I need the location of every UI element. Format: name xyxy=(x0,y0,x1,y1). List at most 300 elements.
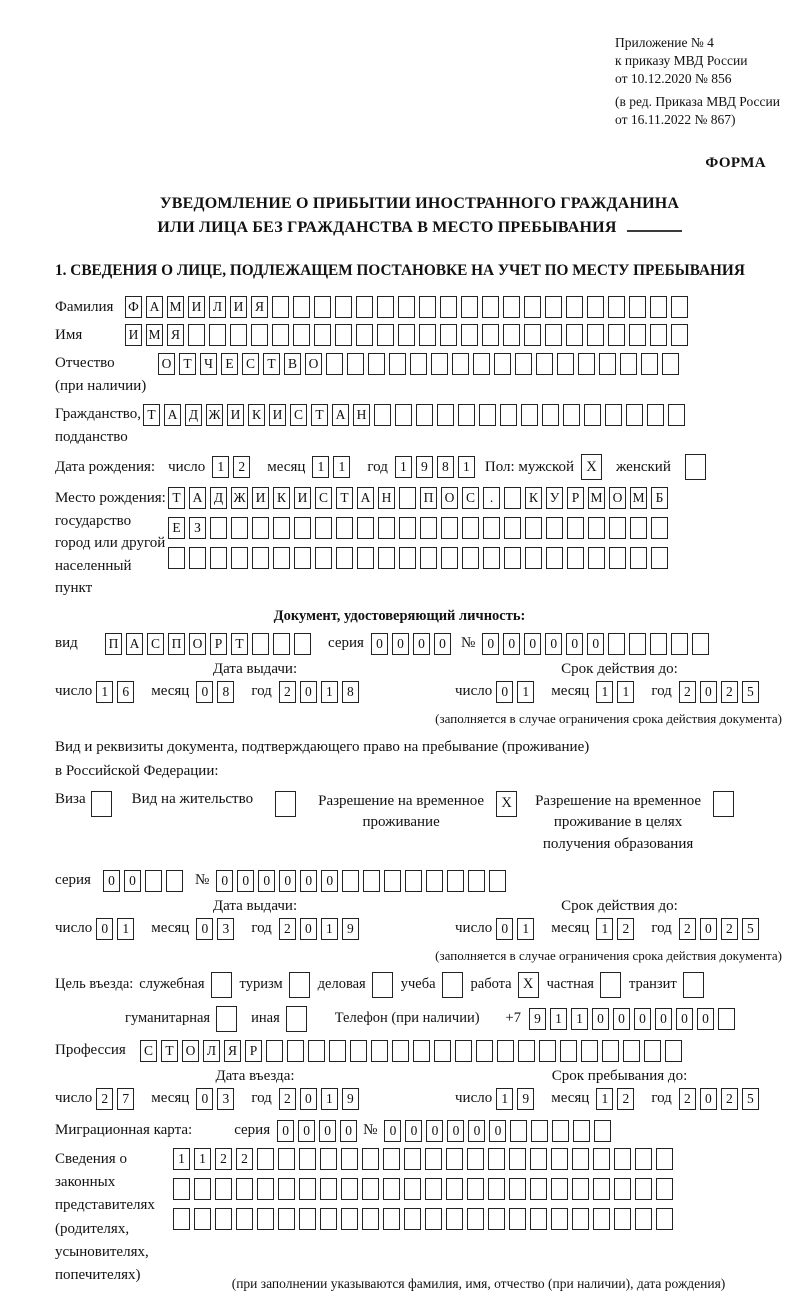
char-cell[interactable]: Р xyxy=(245,1040,262,1062)
char-cell[interactable] xyxy=(718,1008,735,1030)
char-cell[interactable] xyxy=(410,353,427,375)
char-cell[interactable] xyxy=(299,1148,316,1170)
char-cell[interactable] xyxy=(210,547,227,569)
char-cell[interactable]: 2 xyxy=(617,918,634,940)
char-cell[interactable] xyxy=(336,517,353,539)
char-cell[interactable] xyxy=(629,296,646,318)
char-cell[interactable] xyxy=(425,1178,442,1200)
char-cell[interactable]: О xyxy=(441,487,458,509)
char-cell[interactable] xyxy=(503,324,520,346)
char-cell[interactable]: 3 xyxy=(217,1088,234,1110)
char-cell[interactable] xyxy=(420,547,437,569)
char-cell[interactable] xyxy=(356,296,373,318)
char-cell[interactable]: Л xyxy=(203,1040,220,1062)
char-cell[interactable] xyxy=(488,1208,505,1230)
char-cell[interactable]: 2 xyxy=(721,681,738,703)
char-cell[interactable]: Ч xyxy=(200,353,217,375)
char-cell[interactable]: Р xyxy=(567,487,584,509)
char-cell[interactable] xyxy=(341,1148,358,1170)
char-cell[interactable]: И xyxy=(227,404,244,426)
char-cell[interactable] xyxy=(629,324,646,346)
char-cell[interactable] xyxy=(668,404,685,426)
char-cell[interactable] xyxy=(572,1208,589,1230)
char-cell[interactable] xyxy=(630,547,647,569)
char-cell[interactable]: М xyxy=(588,487,605,509)
char-cell[interactable] xyxy=(608,324,625,346)
char-cell[interactable]: Т xyxy=(179,353,196,375)
char-cell[interactable] xyxy=(299,1178,316,1200)
char-cell[interactable]: В xyxy=(284,353,301,375)
char-cell[interactable] xyxy=(425,1148,442,1170)
char-cell[interactable] xyxy=(419,296,436,318)
char-cell[interactable] xyxy=(510,1120,527,1142)
char-cell[interactable] xyxy=(662,353,679,375)
sex-female-checkbox[interactable] xyxy=(685,454,706,480)
char-cell[interactable] xyxy=(378,517,395,539)
char-cell[interactable]: Н xyxy=(378,487,395,509)
char-cell[interactable] xyxy=(467,1208,484,1230)
char-cell[interactable] xyxy=(515,353,532,375)
char-cell[interactable] xyxy=(593,1178,610,1200)
char-cell[interactable] xyxy=(635,1178,652,1200)
char-cell[interactable] xyxy=(446,1148,463,1170)
char-cell[interactable]: 2 xyxy=(679,1088,696,1110)
char-cell[interactable] xyxy=(209,324,226,346)
char-cell[interactable]: О xyxy=(158,353,175,375)
char-cell[interactable] xyxy=(530,1178,547,1200)
char-cell[interactable] xyxy=(168,547,185,569)
visa-checkbox[interactable] xyxy=(91,791,112,817)
char-cell[interactable] xyxy=(377,296,394,318)
char-cell[interactable] xyxy=(566,296,583,318)
char-cell[interactable] xyxy=(524,296,541,318)
char-cell[interactable] xyxy=(609,517,626,539)
char-cell[interactable] xyxy=(252,517,269,539)
char-cell[interactable] xyxy=(608,633,625,655)
residence-permit-checkbox[interactable] xyxy=(275,791,296,817)
char-cell[interactable] xyxy=(231,517,248,539)
char-cell[interactable]: А xyxy=(164,404,181,426)
char-cell[interactable]: 8 xyxy=(342,681,359,703)
char-cell[interactable] xyxy=(272,296,289,318)
char-cell[interactable] xyxy=(651,547,668,569)
char-cell[interactable] xyxy=(273,633,290,655)
char-cell[interactable]: А xyxy=(146,296,163,318)
char-cell[interactable] xyxy=(626,404,643,426)
char-cell[interactable] xyxy=(362,1178,379,1200)
char-cell[interactable]: 0 xyxy=(103,870,120,892)
char-cell[interactable]: И xyxy=(252,487,269,509)
char-cell[interactable] xyxy=(605,404,622,426)
char-cell[interactable]: 9 xyxy=(529,1008,546,1030)
char-cell[interactable] xyxy=(389,353,406,375)
char-cell[interactable] xyxy=(320,1178,337,1200)
char-cell[interactable] xyxy=(593,1208,610,1230)
char-cell[interactable] xyxy=(467,1178,484,1200)
char-cell[interactable]: 1 xyxy=(571,1008,588,1030)
char-cell[interactable]: О xyxy=(305,353,322,375)
char-cell[interactable] xyxy=(467,1148,484,1170)
char-cell[interactable] xyxy=(482,324,499,346)
char-cell[interactable] xyxy=(584,404,601,426)
sex-male-checkbox[interactable]: X xyxy=(581,454,602,480)
char-cell[interactable] xyxy=(650,296,667,318)
char-cell[interactable] xyxy=(362,1208,379,1230)
char-cell[interactable] xyxy=(335,324,352,346)
char-cell[interactable] xyxy=(503,296,520,318)
char-cell[interactable] xyxy=(308,1040,325,1062)
char-cell[interactable] xyxy=(602,1040,619,1062)
char-cell[interactable] xyxy=(500,404,517,426)
char-cell[interactable]: Л xyxy=(209,296,226,318)
char-cell[interactable] xyxy=(551,1178,568,1200)
char-cell[interactable] xyxy=(573,1120,590,1142)
char-cell[interactable]: 1 xyxy=(96,681,113,703)
char-cell[interactable]: Ж xyxy=(206,404,223,426)
char-cell[interactable]: А xyxy=(357,487,374,509)
char-cell[interactable]: 9 xyxy=(416,456,433,478)
char-cell[interactable]: 1 xyxy=(321,918,338,940)
char-cell[interactable] xyxy=(383,1148,400,1170)
char-cell[interactable]: 2 xyxy=(721,918,738,940)
char-cell[interactable] xyxy=(287,1040,304,1062)
char-cell[interactable]: 1 xyxy=(596,918,613,940)
char-cell[interactable]: Ж xyxy=(231,487,248,509)
char-cell[interactable] xyxy=(426,870,443,892)
char-cell[interactable] xyxy=(629,633,646,655)
char-cell[interactable]: И xyxy=(230,296,247,318)
char-cell[interactable] xyxy=(546,547,563,569)
char-cell[interactable] xyxy=(336,547,353,569)
char-cell[interactable]: 9 xyxy=(342,918,359,940)
char-cell[interactable]: Я xyxy=(167,324,184,346)
char-cell[interactable]: 1 xyxy=(321,1088,338,1110)
char-cell[interactable] xyxy=(357,517,374,539)
char-cell[interactable]: 0 xyxy=(258,870,275,892)
char-cell[interactable]: 5 xyxy=(742,1088,759,1110)
char-cell[interactable]: 0 xyxy=(371,633,388,655)
char-cell[interactable] xyxy=(335,296,352,318)
char-cell[interactable] xyxy=(404,1208,421,1230)
char-cell[interactable]: 1 xyxy=(596,681,613,703)
char-cell[interactable] xyxy=(623,1040,640,1062)
char-cell[interactable] xyxy=(461,296,478,318)
char-cell[interactable]: И xyxy=(294,487,311,509)
char-cell[interactable] xyxy=(189,547,206,569)
char-cell[interactable] xyxy=(398,324,415,346)
char-cell[interactable]: 1 xyxy=(395,456,412,478)
char-cell[interactable] xyxy=(210,517,227,539)
char-cell[interactable]: М xyxy=(630,487,647,509)
char-cell[interactable] xyxy=(341,1208,358,1230)
char-cell[interactable] xyxy=(525,517,542,539)
char-cell[interactable] xyxy=(588,517,605,539)
char-cell[interactable]: О xyxy=(182,1040,199,1062)
char-cell[interactable]: К xyxy=(273,487,290,509)
char-cell[interactable] xyxy=(145,870,162,892)
char-cell[interactable] xyxy=(377,324,394,346)
char-cell[interactable]: 1 xyxy=(517,918,534,940)
char-cell[interactable] xyxy=(399,487,416,509)
char-cell[interactable] xyxy=(650,324,667,346)
char-cell[interactable] xyxy=(488,1178,505,1200)
char-cell[interactable] xyxy=(504,487,521,509)
char-cell[interactable] xyxy=(647,404,664,426)
char-cell[interactable] xyxy=(509,1148,526,1170)
char-cell[interactable] xyxy=(567,547,584,569)
char-cell[interactable]: 0 xyxy=(96,918,113,940)
char-cell[interactable] xyxy=(194,1178,211,1200)
char-cell[interactable] xyxy=(551,1208,568,1230)
char-cell[interactable] xyxy=(278,1178,295,1200)
char-cell[interactable]: 0 xyxy=(496,918,513,940)
char-cell[interactable]: 0 xyxy=(613,1008,630,1030)
char-cell[interactable] xyxy=(479,404,496,426)
char-cell[interactable]: 0 xyxy=(413,633,430,655)
char-cell[interactable] xyxy=(552,1120,569,1142)
char-cell[interactable] xyxy=(374,404,391,426)
purpose-transit-checkbox[interactable] xyxy=(683,972,704,998)
char-cell[interactable] xyxy=(530,1208,547,1230)
char-cell[interactable]: Я xyxy=(224,1040,241,1062)
char-cell[interactable] xyxy=(257,1208,274,1230)
char-cell[interactable]: Ф xyxy=(125,296,142,318)
purpose-tourism-checkbox[interactable] xyxy=(289,972,310,998)
char-cell[interactable]: 0 xyxy=(655,1008,672,1030)
char-cell[interactable] xyxy=(441,547,458,569)
char-cell[interactable] xyxy=(509,1178,526,1200)
char-cell[interactable]: С xyxy=(462,487,479,509)
char-cell[interactable] xyxy=(314,324,331,346)
char-cell[interactable]: 0 xyxy=(489,1120,506,1142)
char-cell[interactable]: Е xyxy=(168,517,185,539)
char-cell[interactable] xyxy=(644,1040,661,1062)
char-cell[interactable]: 0 xyxy=(447,1120,464,1142)
char-cell[interactable]: 0 xyxy=(384,1120,401,1142)
char-cell[interactable]: 0 xyxy=(277,1120,294,1142)
char-cell[interactable]: 1 xyxy=(333,456,350,478)
char-cell[interactable]: 0 xyxy=(196,918,213,940)
char-cell[interactable] xyxy=(620,353,637,375)
char-cell[interactable]: 0 xyxy=(434,633,451,655)
char-cell[interactable] xyxy=(488,1148,505,1170)
char-cell[interactable] xyxy=(599,353,616,375)
char-cell[interactable] xyxy=(635,1148,652,1170)
char-cell[interactable]: 0 xyxy=(319,1120,336,1142)
temporary-permit-checkbox[interactable]: X xyxy=(496,791,517,817)
char-cell[interactable] xyxy=(398,296,415,318)
char-cell[interactable] xyxy=(315,547,332,569)
char-cell[interactable]: 8 xyxy=(217,681,234,703)
char-cell[interactable] xyxy=(446,1178,463,1200)
char-cell[interactable] xyxy=(434,1040,451,1062)
char-cell[interactable]: 0 xyxy=(392,633,409,655)
char-cell[interactable] xyxy=(273,517,290,539)
char-cell[interactable]: 2 xyxy=(279,1088,296,1110)
char-cell[interactable] xyxy=(593,1148,610,1170)
char-cell[interactable]: 8 xyxy=(437,456,454,478)
char-cell[interactable] xyxy=(362,1148,379,1170)
char-cell[interactable]: Т xyxy=(336,487,353,509)
char-cell[interactable] xyxy=(341,1178,358,1200)
char-cell[interactable] xyxy=(587,324,604,346)
char-cell[interactable]: 0 xyxy=(700,681,717,703)
char-cell[interactable] xyxy=(650,633,667,655)
char-cell[interactable] xyxy=(252,633,269,655)
char-cell[interactable] xyxy=(614,1208,631,1230)
char-cell[interactable] xyxy=(326,353,343,375)
char-cell[interactable] xyxy=(329,1040,346,1062)
char-cell[interactable] xyxy=(350,1040,367,1062)
char-cell[interactable] xyxy=(371,1040,388,1062)
purpose-private-checkbox[interactable] xyxy=(600,972,621,998)
char-cell[interactable] xyxy=(497,1040,514,1062)
char-cell[interactable]: 2 xyxy=(279,918,296,940)
char-cell[interactable]: 1 xyxy=(596,1088,613,1110)
char-cell[interactable] xyxy=(630,517,647,539)
char-cell[interactable] xyxy=(404,1148,421,1170)
char-cell[interactable]: О xyxy=(609,487,626,509)
education-permit-checkbox[interactable] xyxy=(713,791,734,817)
char-cell[interactable] xyxy=(494,353,511,375)
char-cell[interactable] xyxy=(299,1208,316,1230)
char-cell[interactable] xyxy=(251,324,268,346)
char-cell[interactable] xyxy=(230,324,247,346)
char-cell[interactable]: 2 xyxy=(236,1148,253,1170)
char-cell[interactable] xyxy=(447,870,464,892)
char-cell[interactable] xyxy=(539,1040,556,1062)
char-cell[interactable] xyxy=(521,404,538,426)
char-cell[interactable] xyxy=(399,517,416,539)
char-cell[interactable]: 7 xyxy=(117,1088,134,1110)
char-cell[interactable] xyxy=(525,547,542,569)
char-cell[interactable]: Т xyxy=(231,633,248,655)
char-cell[interactable] xyxy=(293,324,310,346)
char-cell[interactable] xyxy=(671,633,688,655)
char-cell[interactable]: 0 xyxy=(468,1120,485,1142)
purpose-other-checkbox[interactable] xyxy=(286,1006,307,1032)
char-cell[interactable] xyxy=(551,1148,568,1170)
char-cell[interactable] xyxy=(587,296,604,318)
char-cell[interactable]: 2 xyxy=(679,681,696,703)
char-cell[interactable] xyxy=(656,1178,673,1200)
char-cell[interactable] xyxy=(518,1040,535,1062)
purpose-work-checkbox[interactable]: X xyxy=(518,972,539,998)
char-cell[interactable] xyxy=(293,296,310,318)
char-cell[interactable] xyxy=(473,353,490,375)
char-cell[interactable] xyxy=(399,547,416,569)
char-cell[interactable]: 5 xyxy=(742,918,759,940)
char-cell[interactable] xyxy=(173,1208,190,1230)
char-cell[interactable]: 0 xyxy=(298,1120,315,1142)
char-cell[interactable] xyxy=(546,517,563,539)
char-cell[interactable]: 0 xyxy=(697,1008,714,1030)
char-cell[interactable] xyxy=(294,633,311,655)
char-cell[interactable] xyxy=(483,547,500,569)
char-cell[interactable]: Т xyxy=(168,487,185,509)
char-cell[interactable] xyxy=(440,296,457,318)
purpose-business-checkbox[interactable] xyxy=(372,972,393,998)
char-cell[interactable]: 1 xyxy=(517,681,534,703)
char-cell[interactable] xyxy=(194,1208,211,1230)
char-cell[interactable] xyxy=(215,1208,232,1230)
char-cell[interactable]: 1 xyxy=(617,681,634,703)
char-cell[interactable]: 2 xyxy=(233,456,250,478)
char-cell[interactable] xyxy=(635,1208,652,1230)
char-cell[interactable] xyxy=(614,1178,631,1200)
char-cell[interactable] xyxy=(462,547,479,569)
char-cell[interactable] xyxy=(357,547,374,569)
char-cell[interactable]: И xyxy=(188,296,205,318)
char-cell[interactable] xyxy=(594,1120,611,1142)
char-cell[interactable] xyxy=(404,1178,421,1200)
char-cell[interactable] xyxy=(384,870,401,892)
char-cell[interactable]: 5 xyxy=(742,681,759,703)
char-cell[interactable]: П xyxy=(420,487,437,509)
char-cell[interactable] xyxy=(383,1208,400,1230)
char-cell[interactable]: Д xyxy=(185,404,202,426)
char-cell[interactable] xyxy=(395,404,412,426)
char-cell[interactable] xyxy=(347,353,364,375)
char-cell[interactable]: 2 xyxy=(279,681,296,703)
char-cell[interactable] xyxy=(215,1178,232,1200)
char-cell[interactable]: К xyxy=(248,404,265,426)
char-cell[interactable] xyxy=(665,1040,682,1062)
char-cell[interactable] xyxy=(314,296,331,318)
char-cell[interactable] xyxy=(440,324,457,346)
char-cell[interactable]: 1 xyxy=(173,1148,190,1170)
char-cell[interactable] xyxy=(278,1148,295,1170)
purpose-humanitarian-checkbox[interactable] xyxy=(216,1006,237,1032)
char-cell[interactable]: . xyxy=(483,487,500,509)
char-cell[interactable] xyxy=(567,517,584,539)
char-cell[interactable]: 0 xyxy=(321,870,338,892)
char-cell[interactable] xyxy=(530,1148,547,1170)
char-cell[interactable] xyxy=(425,1208,442,1230)
char-cell[interactable]: 0 xyxy=(634,1008,651,1030)
char-cell[interactable]: 0 xyxy=(503,633,520,655)
char-cell[interactable]: 0 xyxy=(237,870,254,892)
char-cell[interactable] xyxy=(405,870,422,892)
char-cell[interactable] xyxy=(608,296,625,318)
char-cell[interactable]: К xyxy=(525,487,542,509)
char-cell[interactable]: 1 xyxy=(550,1008,567,1030)
char-cell[interactable]: 2 xyxy=(679,918,696,940)
char-cell[interactable] xyxy=(641,353,658,375)
char-cell[interactable] xyxy=(458,404,475,426)
char-cell[interactable]: З xyxy=(189,517,206,539)
char-cell[interactable] xyxy=(509,1208,526,1230)
char-cell[interactable]: 0 xyxy=(524,633,541,655)
char-cell[interactable]: 9 xyxy=(517,1088,534,1110)
char-cell[interactable] xyxy=(420,517,437,539)
char-cell[interactable] xyxy=(416,404,433,426)
char-cell[interactable] xyxy=(656,1148,673,1170)
char-cell[interactable] xyxy=(236,1178,253,1200)
char-cell[interactable] xyxy=(545,324,562,346)
char-cell[interactable] xyxy=(236,1208,253,1230)
char-cell[interactable] xyxy=(524,324,541,346)
char-cell[interactable] xyxy=(566,324,583,346)
char-cell[interactable] xyxy=(656,1208,673,1230)
char-cell[interactable]: 1 xyxy=(212,456,229,478)
char-cell[interactable]: 2 xyxy=(617,1088,634,1110)
char-cell[interactable]: 0 xyxy=(426,1120,443,1142)
char-cell[interactable] xyxy=(431,353,448,375)
char-cell[interactable]: Т xyxy=(311,404,328,426)
char-cell[interactable]: Д xyxy=(210,487,227,509)
char-cell[interactable] xyxy=(273,547,290,569)
